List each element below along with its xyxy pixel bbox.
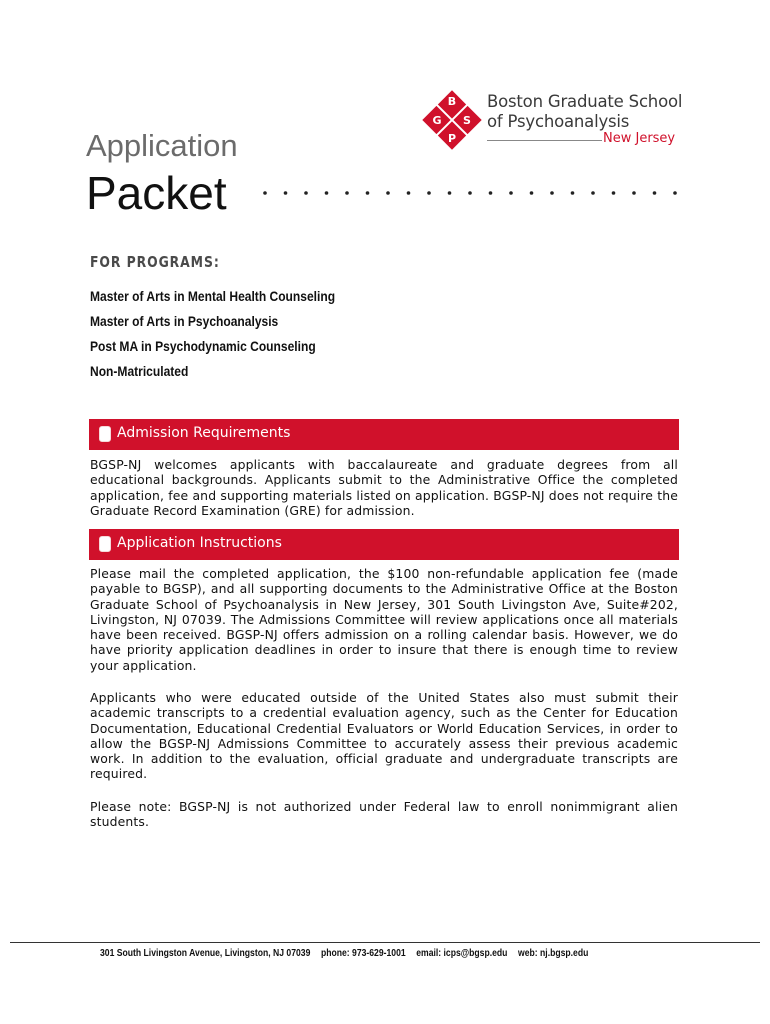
leader-dot xyxy=(366,191,370,195)
leader-dot xyxy=(509,191,513,195)
leader-dot xyxy=(591,191,595,195)
logo-location: New Jersey xyxy=(603,131,676,146)
application-instructions-title: Application Instructions xyxy=(117,535,282,551)
program-item: Master of Arts in Psychoanalysis xyxy=(90,313,279,329)
leader-dot xyxy=(407,191,411,195)
leader-dot xyxy=(571,191,575,195)
leader-dot xyxy=(448,191,452,195)
logo-letter-b: B xyxy=(447,95,457,108)
instructions-paragraph-note: Please note: BGSP-NJ is not authorized under Federal law to enroll nonimmigrant alien students. xyxy=(90,799,678,830)
leader-dot xyxy=(550,191,554,195)
logo-school-name-line1: Boston Graduate School xyxy=(487,92,683,111)
leader-dot xyxy=(386,191,390,195)
admission-requirements-title: Admission Requirements xyxy=(117,425,291,441)
logo-letter-p: P xyxy=(447,132,457,145)
footer-phone: phone: 973-629-1001 xyxy=(320,947,406,959)
leader-dot xyxy=(263,191,267,195)
leader-dot xyxy=(612,191,616,195)
logo-letter-s: S xyxy=(463,114,471,127)
dotted-leader xyxy=(262,190,678,196)
leader-dot xyxy=(632,191,636,195)
instructions-paragraph-international: Applicants who were educated outside of the United States also must submit their academic transcripts to a credential evaluation agency, such as the Center for Education Documentation, Educational Credential Evaluators or World Education Services, in order to allow the BGSP-NJ Admissions Committee to accurately assess their previous academic work. In addition to the evaluation, official graduate and undergraduate transcripts are required. xyxy=(90,690,678,782)
program-item: Post MA in Psychodynamic Counseling xyxy=(90,338,316,354)
title-application: Application xyxy=(86,128,238,163)
programs-list xyxy=(90,285,375,385)
checkbox-icon xyxy=(99,426,111,442)
leader-dot xyxy=(468,191,472,195)
logo-letter-g: G xyxy=(432,114,442,127)
footer-divider xyxy=(10,942,760,943)
leader-dot xyxy=(345,191,349,195)
footer-email[interactable]: email: icps@bgsp.edu xyxy=(416,947,508,959)
footer-contact xyxy=(100,947,597,959)
leader-dot xyxy=(673,191,677,195)
leader-dot xyxy=(284,191,288,195)
bgsp-diamond-icon xyxy=(420,88,484,152)
leader-dot xyxy=(489,191,493,195)
title-packet: Packet xyxy=(86,167,227,219)
application-instructions-header xyxy=(89,529,679,560)
leader-dot xyxy=(325,191,329,195)
programs-heading: FOR PROGRAMS: xyxy=(90,253,220,271)
leader-dot xyxy=(530,191,534,195)
leader-dot xyxy=(304,191,308,195)
logo-school-name-line2: of Psychoanalysis xyxy=(487,112,630,131)
admission-requirements-header xyxy=(89,419,679,450)
bgsp-logo xyxy=(420,88,683,152)
instructions-paragraph-mail: Please mail the completed application, the $100 non-refundable application fee (made payable to BGSP), and all supporting documents to the Administrative Office at the Boston Graduate School of Psychoanalysis in New Jersey, 301 South Livingston Ave, Suite#202, Livingston, NJ 07039. The Admissions Committee will review applications once all materials have been received. BGSP-NJ offers admission on a rolling calendar basis. However, we do have priority application deadlines in order to insure that there is enough time to review your application. xyxy=(90,566,678,673)
admission-requirements-text: BGSP-NJ welcomes applicants with baccalaureate and graduate degrees from all educational backgrounds. Applicants submit to the Administrative Office the completed application, fee and supporting materials listed on application. BGSP-NJ does not require the Graduate Record Examination (GRE) for admission. xyxy=(90,457,678,518)
checkbox-icon xyxy=(99,536,111,552)
logo-divider xyxy=(487,140,602,141)
footer-address: 301 South Livingston Avenue, Livingston, NJ 07039 xyxy=(100,947,311,959)
leader-dot xyxy=(653,191,657,195)
program-item: Master of Arts in Mental Health Counseling xyxy=(90,288,336,304)
leader-dot xyxy=(427,191,431,195)
footer-web[interactable]: web: nj.bgsp.edu xyxy=(518,947,589,959)
program-item: Non-Matriculated xyxy=(90,363,189,379)
